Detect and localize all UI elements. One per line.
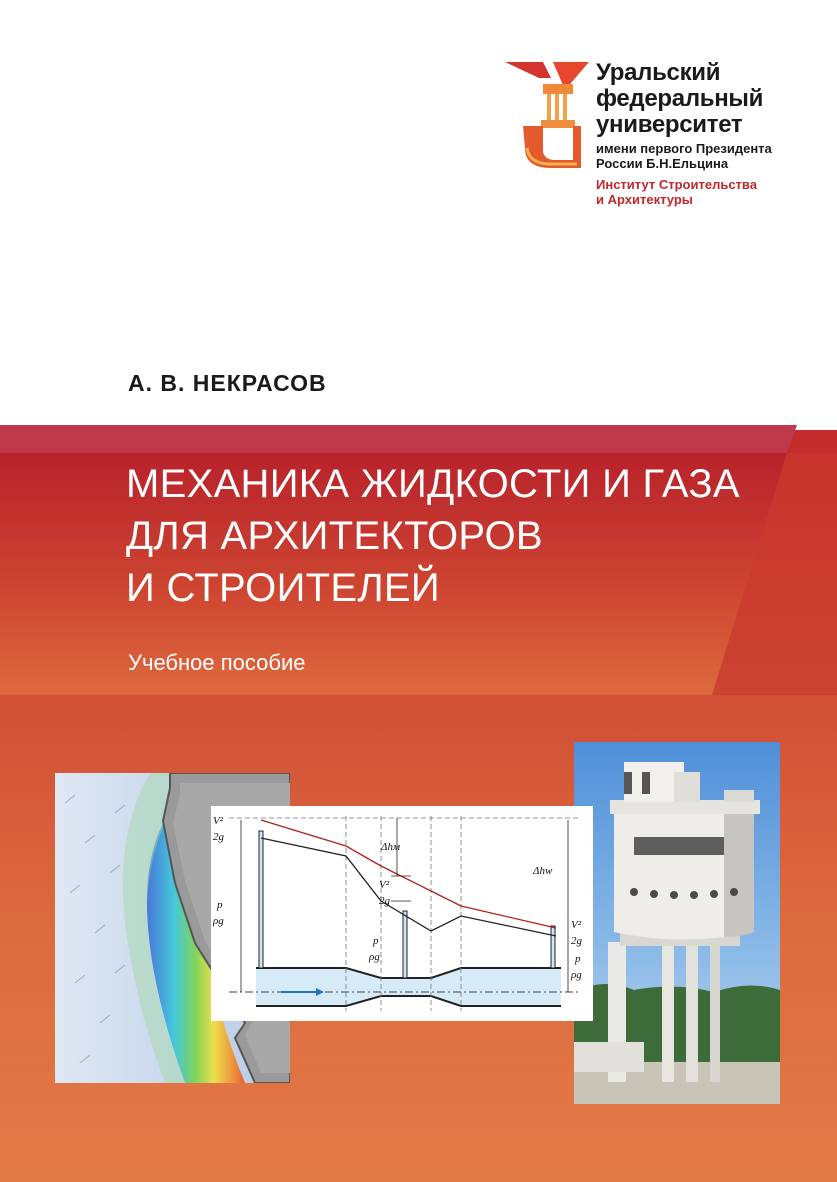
label-v2-left: V² (213, 815, 224, 827)
university-name-line: Уральский (596, 59, 721, 86)
title-line: МЕХАНИКА ЖИДКОСТИ И ГАЗА (126, 462, 740, 506)
hydraulic-head-diagram (211, 806, 593, 1021)
book-title (126, 458, 740, 614)
author-name: А. В. НЕКРАСОВ (128, 370, 327, 396)
label-2g-left: 2g (213, 831, 224, 843)
water-tower-photo (574, 742, 780, 1104)
label-rhog-right: ρg (571, 969, 582, 981)
label-dh-small: Δhм (381, 841, 400, 853)
university-logo-icon (503, 60, 591, 175)
university-sub-line: имени первого Президента (596, 141, 772, 156)
label-2g-mid: 2g (379, 895, 390, 907)
university-name-line: федеральный (596, 85, 764, 112)
label-v2-mid: V² (379, 879, 390, 891)
title-line: ДЛЯ АРХИТЕКТОРОВ (126, 514, 543, 558)
institute-line: и Архитектуры (596, 192, 693, 207)
university-name-line: университет (596, 111, 743, 138)
label-p-left: p (217, 899, 223, 911)
institute-line: Институт Строительства (596, 177, 757, 192)
label-v2-right: V² (571, 919, 582, 931)
label-rhog-left: ρg (213, 915, 224, 927)
label-p-right: p (575, 953, 581, 965)
university-block (596, 60, 772, 207)
label-dh-big: Δhw (533, 865, 553, 877)
label-2g-right: 2g (571, 935, 582, 947)
book-subtitle: Учебное пособие (128, 650, 306, 675)
label-p-mid: p (373, 935, 379, 947)
university-sub-line: России Б.Н.Ельцина (596, 156, 729, 171)
title-line: И СТРОИТЕЛЕЙ (126, 566, 440, 610)
label-rhog-mid: ρg (369, 951, 380, 963)
